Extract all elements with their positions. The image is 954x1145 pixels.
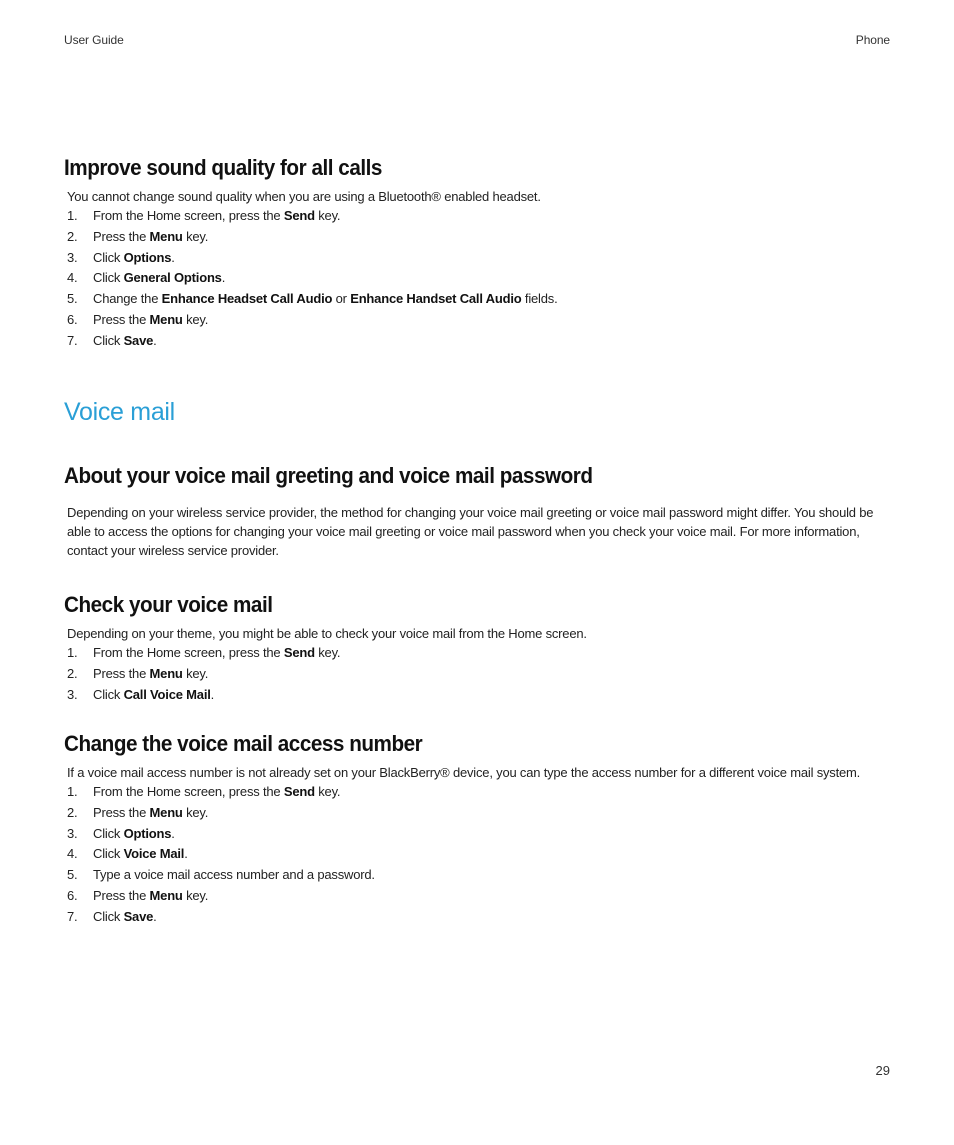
section-intro: Depending on your theme, you might be able to check your voice mail from the Home screen. (67, 626, 587, 641)
step-number: 7. (67, 332, 78, 348)
step-number: 4. (67, 846, 78, 862)
step-text: . (153, 908, 157, 924)
step-number: 7. (67, 908, 78, 924)
step-keyword: Save (123, 332, 154, 348)
list-item (64, 289, 890, 310)
list-item (64, 227, 890, 248)
step-number: 2. (67, 665, 78, 681)
step-text: From the Home screen, press the (93, 208, 284, 223)
step-text: Click (93, 825, 124, 841)
step-text: Click (93, 332, 124, 348)
step-number: 1. (67, 208, 78, 223)
step-text: key. (314, 784, 341, 799)
list-item (64, 331, 890, 352)
step-keyword: Send (283, 208, 315, 223)
step-text: key. (182, 311, 209, 327)
step-text: . (210, 686, 215, 702)
header-chapter-title: Phone (855, 33, 890, 47)
list-item (64, 824, 890, 845)
step-keyword: Menu (149, 804, 183, 820)
list-item (64, 643, 890, 664)
step-text: . (221, 270, 226, 286)
step-text: key. (182, 665, 209, 681)
step-keyword: Send (283, 784, 315, 799)
list-item (64, 206, 890, 227)
list-item (64, 844, 890, 865)
step-number: 2. (67, 804, 78, 820)
list-item (64, 886, 890, 907)
section-improve-sound (64, 155, 890, 352)
page-number: 29 (875, 1063, 890, 1078)
step-text: Click (93, 846, 124, 862)
step-keyword: Menu (149, 228, 183, 244)
step-keyword: Call Voice Mail (123, 686, 211, 702)
step-text: . (153, 332, 157, 348)
step-text: key. (314, 208, 341, 223)
list-item (64, 664, 890, 685)
step-keyword: Options (123, 825, 172, 841)
section-check-voice-mail (64, 592, 890, 705)
step-text: Click (93, 249, 124, 265)
step-keyword: Enhance Headset Call Audio (161, 291, 333, 307)
list-item (64, 310, 890, 331)
step-keyword: Options (123, 249, 172, 265)
step-text: Press the (93, 665, 150, 681)
section-title: Change the voice mail access number (64, 731, 423, 756)
step-keyword: General Options (123, 270, 222, 286)
step-text: Click (93, 270, 124, 286)
section-body: Depending on your wireless service provider, the method for changing your voice mail greeting or voice mail password might differ. You should be able to access the options for changing your voice mail greeting or voice mail password when you check your voice mail. For more information, contact your wireless service provider. (67, 505, 874, 558)
list-item (64, 685, 890, 706)
section-intro: If a voice mail access number is not already set on your BlackBerry® device, you can type the access number for a different voice mail system. (67, 765, 861, 780)
step-text: fields. (521, 291, 558, 307)
step-keyword: Send (283, 645, 315, 660)
step-text: . (184, 846, 188, 862)
step-number: 2. (67, 228, 78, 244)
step-keyword: Menu (149, 887, 183, 903)
header-guide-title: User Guide (64, 33, 124, 47)
step-number: 3. (67, 686, 78, 702)
step-number: 6. (67, 311, 78, 327)
step-keyword: Menu (149, 665, 183, 681)
step-number: 1. (67, 645, 78, 660)
step-text: Press the (93, 804, 150, 820)
step-text: key. (182, 887, 209, 903)
list-item (64, 865, 890, 886)
list-item (64, 268, 890, 289)
step-number: 5. (67, 867, 78, 883)
steps-list (64, 206, 890, 352)
section-title: About your voice mail greeting and voice mail password (64, 463, 593, 488)
section-title: Check your voice mail (64, 592, 273, 617)
section-change-access-number (64, 731, 890, 928)
list-item (64, 803, 890, 824)
step-keyword: Voice Mail (123, 846, 185, 862)
step-text: From the Home screen, press the (93, 784, 284, 799)
step-number: 3. (67, 825, 78, 841)
list-item (64, 782, 890, 803)
step-number: 6. (67, 887, 78, 903)
step-keyword: Enhance Handset Call Audio (350, 291, 522, 307)
step-text: Click (93, 686, 124, 702)
step-text: . (171, 825, 175, 841)
section-title: Improve sound quality for all calls (64, 155, 382, 180)
steps-list (64, 782, 890, 928)
section-about-greeting (64, 463, 890, 560)
step-text: key. (314, 645, 341, 660)
steps-list (64, 643, 890, 705)
chapter-title: Voice mail (64, 398, 175, 426)
list-item (64, 907, 890, 928)
step-text: Type a voice mail access number and a password. (93, 867, 375, 883)
step-number: 4. (67, 270, 78, 286)
step-text: Press the (93, 311, 150, 327)
step-text: Change the (93, 291, 162, 307)
step-number: 3. (67, 249, 78, 265)
step-text: From the Home screen, press the (93, 645, 284, 660)
section-intro: You cannot change sound quality when you are using a Bluetooth® enabled headset. (67, 189, 541, 204)
list-item (64, 248, 890, 269)
step-number: 5. (67, 291, 78, 307)
step-text: key. (182, 804, 209, 820)
step-keyword: Save (123, 908, 154, 924)
step-text: Press the (93, 228, 150, 244)
step-number: 1. (67, 784, 78, 799)
chapter-voice-mail (64, 397, 890, 427)
step-text: or (332, 291, 351, 307)
step-text: key. (182, 228, 209, 244)
step-text: Press the (93, 887, 150, 903)
step-keyword: Menu (149, 311, 183, 327)
step-text: Click (93, 908, 124, 924)
step-text: . (171, 249, 175, 265)
